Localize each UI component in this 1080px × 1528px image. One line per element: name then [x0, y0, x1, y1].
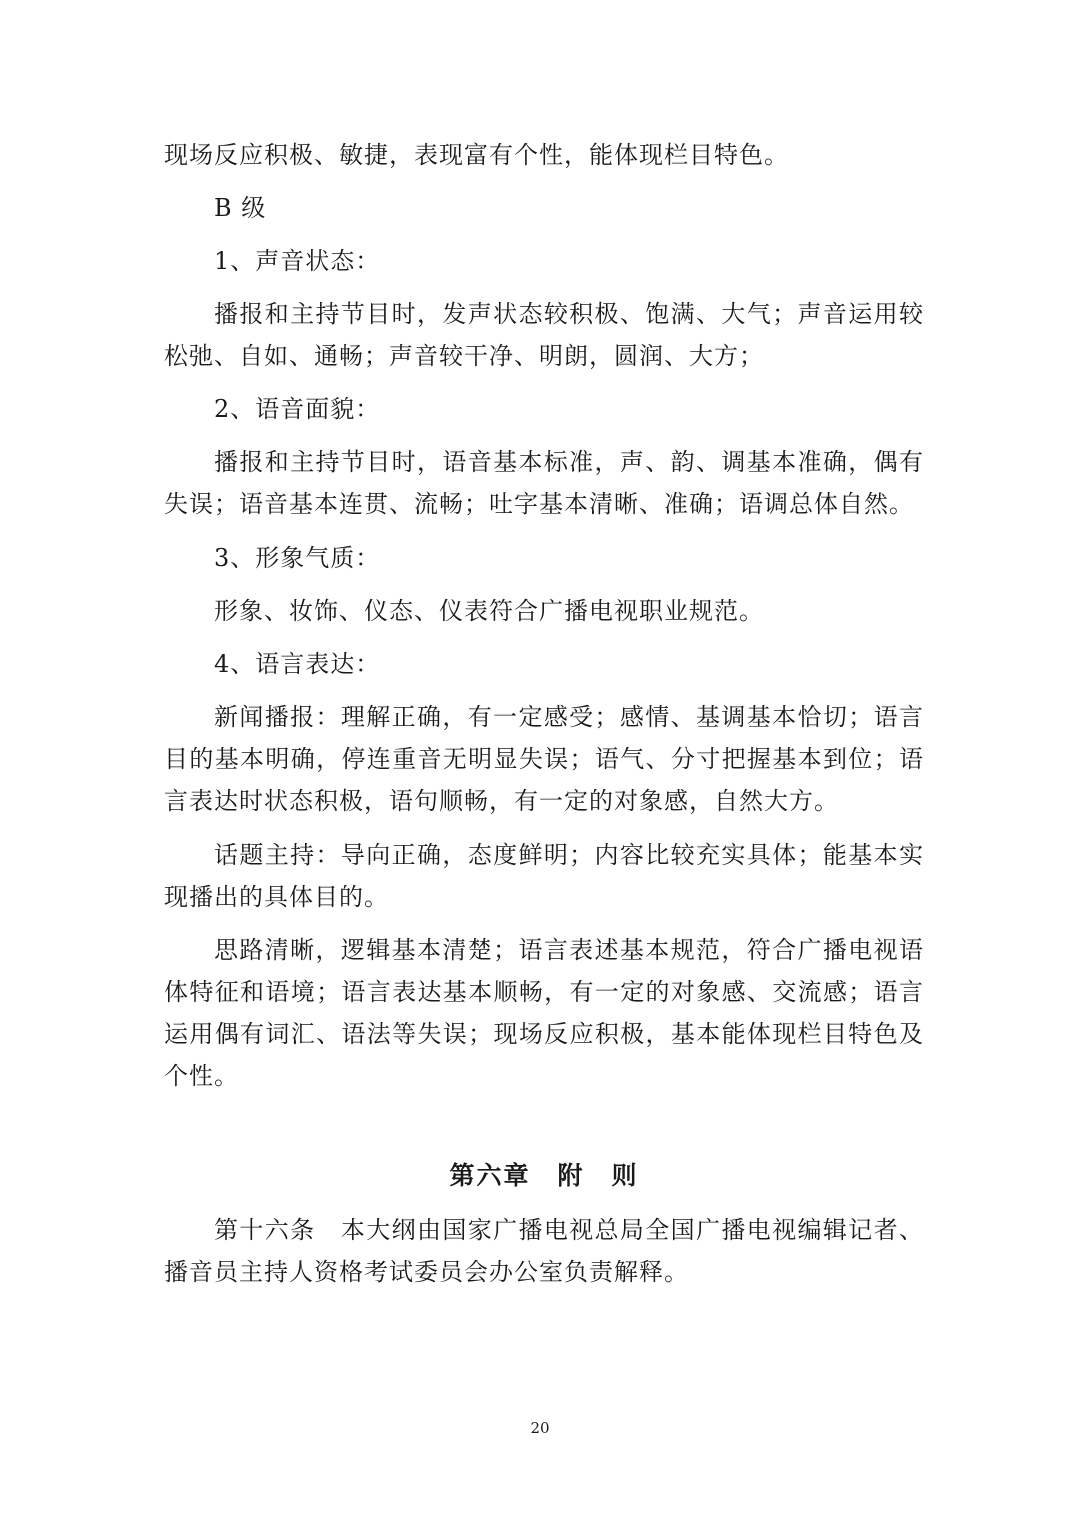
paragraph-image-temperament: 形象、妆饰、仪态、仪表符合广播电视职业规范。 — [214, 597, 764, 625]
chapter-heading: 第六章 附 则 — [449, 1161, 639, 1190]
section-pronunciation: 2、语音面貌： — [214, 395, 381, 423]
paragraph-topic-hosting: 话题主持：导向正确，态度鲜明；内容比较充实具体；能基本实现播出的具体目的。 — [164, 841, 924, 911]
section-image-temperament: 3、形象气质： — [214, 544, 381, 572]
paragraph-pronunciation: 播报和主持节目时，语音基本标准，声、韵、调基本准确，偶有失误；语音基本连贯、流畅；吐字基本清晰、准确；语调总体自然。 — [164, 448, 924, 518]
page-number: 20 — [530, 1419, 550, 1437]
paragraph-voice-state: 播报和主持节目时，发声状态较积极、饱满、大气；声音运用较松弛、自如、通畅；声音较干净、明朗，圆润、大方； — [164, 300, 924, 370]
paragraph-intro-continuation: 现场反应积极、敏捷，表现富有个性，能体现栏目特色。 — [164, 141, 789, 169]
article-sixteen: 第十六条 本大纲由国家广播电视总局全国广播电视编辑记者、播音员主持人资格考试委员会办公室负责解释。 — [164, 1216, 924, 1286]
paragraph-news-broadcast: 新闻播报：理解正确，有一定感受；感情、基调基本恰切；语言目的基本明确，停连重音无明显失误；语气、分寸把握基本到位；语言表达时状态积极，语句顺畅，有一定的对象感，自然大方。 — [164, 703, 924, 815]
section-voice-state: 1、声音状态： — [214, 247, 381, 275]
grade-b-heading: B 级 — [214, 194, 267, 222]
paragraph-logic-expression: 思路清晰，逻辑基本清楚；语言表述基本规范，符合广播电视语体特征和语境；语言表达基本顺畅，有一定的对象感、交流感；语言运用偶有词汇、语法等失误；现场反应积极，基本能体现栏目特色及个性。 — [164, 936, 924, 1090]
section-language-expression: 4、语言表达： — [214, 650, 381, 678]
